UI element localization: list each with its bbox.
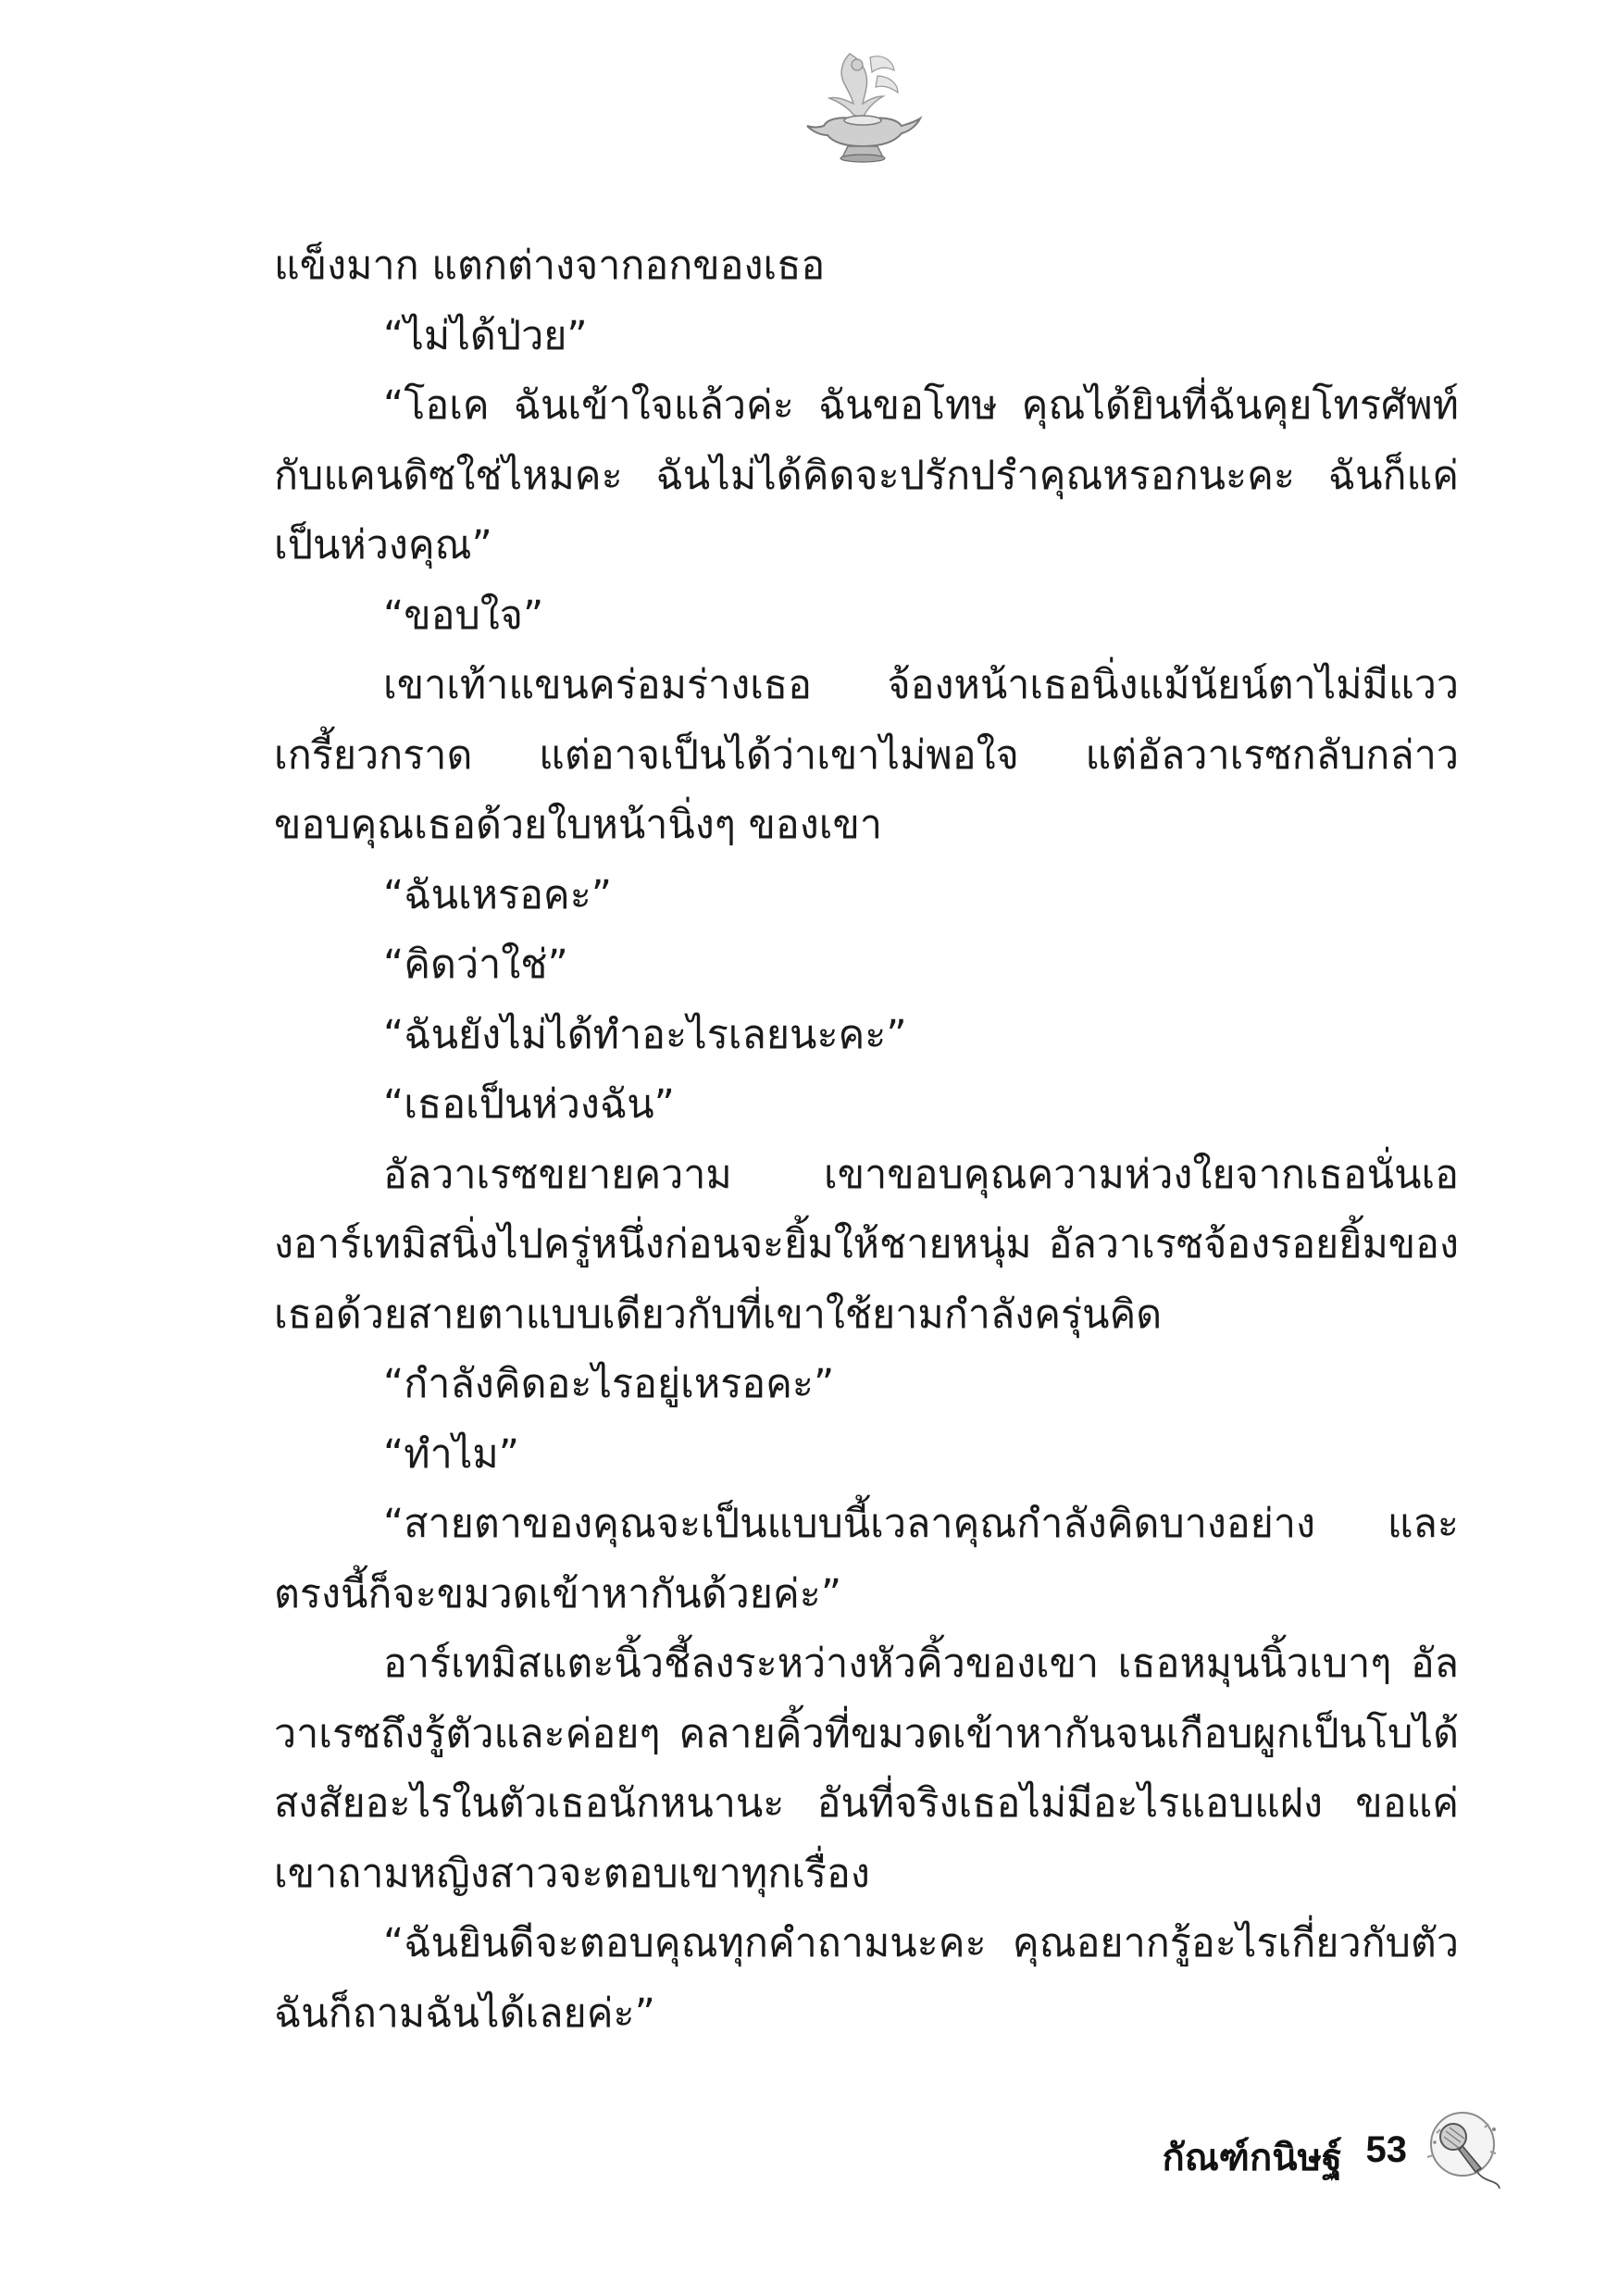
paragraph: “โอเค ฉันเข้าใจแล้วค่ะ ฉันขอโทษ คุณได้ยินที่ฉันคุยโทรศัพท์กับแคนดิซใช่ไหมคะ ฉันไม่ได้คิดจะปรักปรำคุณหรอกนะคะ ฉันก็แค่เป็นห่วงคุณ”	[274, 382, 1459, 568]
magic-lamp-fairy-icon	[796, 48, 926, 168]
paragraph: “ขอบใจ”	[383, 592, 544, 639]
paragraph: “ฉันเหรอคะ”	[383, 871, 613, 918]
page-footer	[1037, 2102, 1518, 2194]
paragraph: อัลวาเรซขยายความ เขาขอบคุณความห่วงใยจากเธอนั่นเองอาร์เทมิสนิ่งไปครู่หนึ่งก่อนจะยิ้มให้ชายหนุ่ม อัลวาเรซจ้องรอยยิ้มของเธอด้วยสายตาแบบเดียวกับที่เขาใช้ยามกำลังครุ่นคิด	[274, 1151, 1459, 1338]
paragraph: “กำลังคิดอะไรอยู่เหรอคะ”	[383, 1361, 835, 1407]
paragraph: “ฉันยังไม่ได้ทำอะไรเลยนะคะ”	[383, 1011, 907, 1058]
paragraph: เขาเท้าแขนคร่อมร่างเธอ จ้องหน้าเธอนิ่งแม้นัยน์ตาไม่มีแววเกรี้ยวกราด แต่อาจเป็นได้ว่าเขาไม่พอใจ แต่อัลวาเรซกลับกล่าวขอบคุณเธอด้วยใบหน้านิ่งๆ ของเขา	[274, 662, 1459, 848]
microphone-icon	[1416, 2102, 1509, 2194]
page-number: 53	[1365, 2129, 1407, 2170]
paragraph: “ไม่ได้ป่วย”	[383, 312, 588, 359]
paragraph: “เธอเป็นห่วงฉัน”	[383, 1081, 675, 1128]
body-text	[274, 231, 1459, 2049]
author-name: กัณฑ์กนิษฐ์	[1162, 2137, 1342, 2179]
paragraph: “ฉันยินดีจะตอบคุณทุกคำถามนะคะ คุณอยากรู้อะไรเกี่ยวกับตัวฉันก็ถามฉันได้เลยค่ะ”	[274, 1920, 1459, 2037]
paragraph: แข็งมาก แตกต่างจากอกของเธอ	[274, 243, 826, 289]
paragraph: “ทำไม”	[383, 1430, 520, 1478]
paragraph: “สายตาของคุณจะเป็นแบบนี้เวลาคุณกำลังคิดบางอย่าง และตรงนี้ก็จะขมวดเข้าหากันด้วยค่ะ”	[274, 1501, 1459, 1617]
paragraph: อาร์เทมิสแตะนิ้วชี้ลงระหว่างหัวคิ้วของเขา เธอหมุนนิ้วเบาๆ อัลวาเรซถึงรู้ตัวและค่อยๆ คลายคิ้วที่ขมวดเข้าหากันจนเกือบผูกเป็นโบได้ สงสัยอะไรในตัวเธอนักหนานะ อันที่จริงเธอไม่มีอะไรแอบแฝง ขอแค่เขาถามหญิงสาวจะตอบเขาทุกเรื่อง	[274, 1641, 1459, 1897]
paragraph: “คิดว่าใช่”	[383, 942, 568, 988]
